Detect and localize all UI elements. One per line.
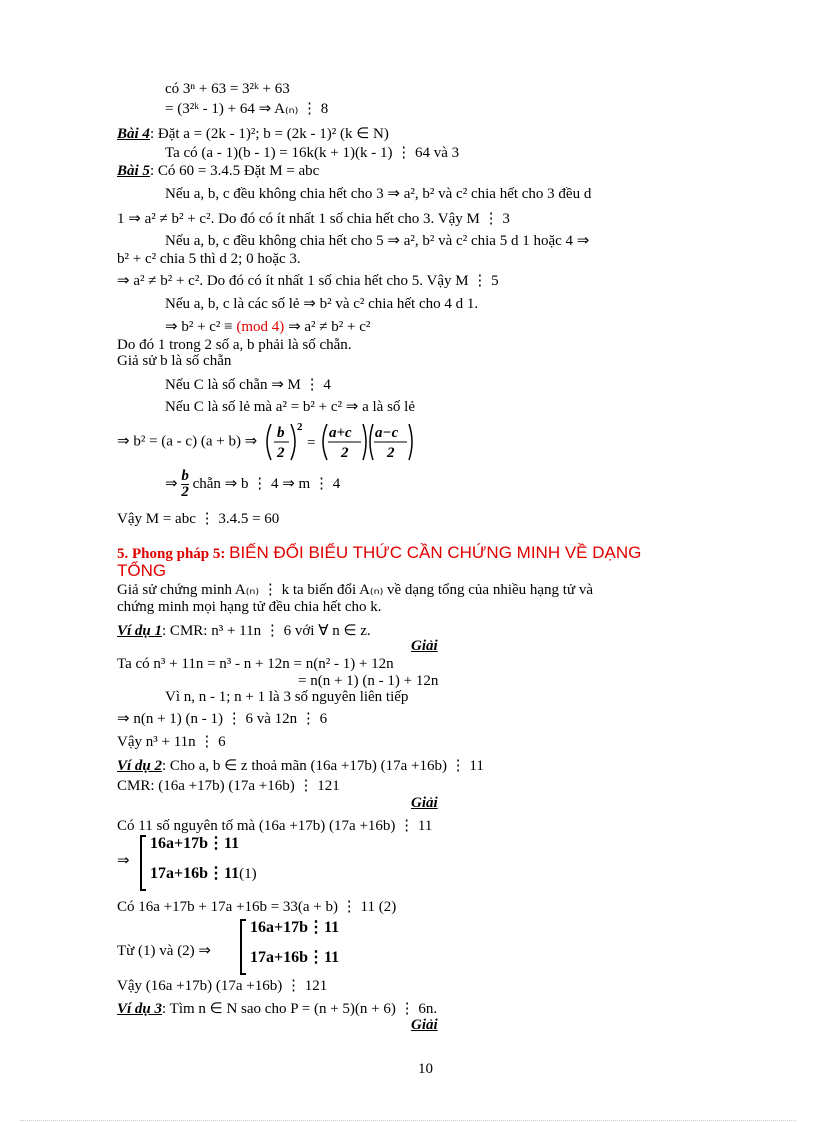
line-32: Từ (1) và (2) ⇒ <box>117 943 211 959</box>
line-29: CMR: (16a +17b) (17a +16b) ⋮ 121 <box>117 778 340 794</box>
line-16: Nếu C là số lẻ mà a² = b² + c² ⇒ a là số lẻ <box>165 399 415 415</box>
vi-du-2-text: : Cho a, b ∈ z thoả mãn (16a +17b) (17a +16b) ⋮ 11 <box>162 758 484 774</box>
vi-du-3-text: : Tìm n ∈ N sao cho P = (n + 5)(n + 6) ⋮ 6n. <box>162 1001 438 1017</box>
vi-du-1-label: Ví dụ 1 <box>117 623 163 639</box>
line-12-a: ⇒ b² + c² ≡ <box>165 319 237 335</box>
vi-du-1 <box>117 622 371 640</box>
line-15: Nếu C là số chẵn ⇒ M ⋮ 4 <box>165 377 331 393</box>
system-2-line-b: 17a+16b⋮11 <box>250 949 340 966</box>
system-1-line-a: 16a+17b⋮11 <box>150 835 240 852</box>
paren-left <box>267 424 271 460</box>
line-6: Nếu a, b, c đều không chia hết cho 3 ⇒ a², b² và c² chia hết cho 3 đều d <box>165 186 592 202</box>
footer-divider <box>20 1120 796 1121</box>
section-title-cont: TỔNG <box>117 561 167 580</box>
giai-heading-1: Giải <box>411 638 438 654</box>
line-25: Vì n, n - 1; n + 1 là 3 số nguyên liên tiếp <box>165 689 409 705</box>
paren-right <box>291 424 295 460</box>
section-number: 5. Phong pháp 5: <box>117 546 226 562</box>
bai-4-label: Bài 4 <box>117 126 150 142</box>
bai-5 <box>117 162 319 180</box>
fraction-equation <box>261 420 421 464</box>
vi-du-3-label: Ví dụ 3 <box>117 1001 163 1017</box>
equals-sign: = <box>307 435 316 451</box>
line-1: có 3ⁿ + 63 = 3²ᵏ + 63 <box>165 81 290 97</box>
vi-du-2 <box>117 757 484 775</box>
line-33: Vậy (16a +17b) (17a +16b) ⋮ 121 <box>117 978 328 994</box>
giai-heading-2: Giải <box>411 795 438 811</box>
frac-den: 2 <box>181 484 189 501</box>
section-5-heading-cont <box>117 562 166 581</box>
line-27: Vậy n³ + 11n ⋮ 6 <box>117 734 226 750</box>
line-12 <box>165 318 370 336</box>
line-18 <box>165 466 340 502</box>
system-1-line-b <box>150 862 257 886</box>
line-4: Ta có (a - 1)(b - 1) = 16k(k + 1)(k - 1) ⋮ 64 và 3 <box>165 145 460 161</box>
paren-left <box>323 424 327 460</box>
vi-du-1-text: : CMR: n³ + 11n ⋮ 6 với ∀ n ∈ z. <box>162 623 371 639</box>
frac-amc-den: 2 <box>387 445 395 461</box>
bai-5-text: : Có 60 = 3.4.5 Đặt M = abc <box>149 163 320 179</box>
line-19: Vậy M = abc ⋮ 3.4.5 = 60 <box>117 511 280 527</box>
bai-5-label: Bài 5 <box>117 163 150 179</box>
bracket-1 <box>138 834 148 892</box>
line-17-text: ⇒ b² = (a - c) (a + b) ⇒ <box>117 433 258 450</box>
bai-4-text: : Đặt a = (2k - 1)²; b = (2k - 1)² (k ∈ N) <box>149 126 389 142</box>
line-30: Có 11 số nguyên tố mà (16a +17b) (17a +16b) ⋮ 11 <box>117 818 433 834</box>
equation-tag-1: (1) <box>239 866 257 882</box>
line-24: = n(n + 1) (n - 1) + 12n <box>298 673 439 689</box>
line-18-text: chẵn ⇒ b ⋮ 4 ⇒ m ⋮ 4 <box>192 476 341 492</box>
section-title: BIẾN ĐỔI BIỂU THỨC CẦN CHỨNG MINH VỀ DẠNG <box>229 543 642 562</box>
mod-4: (mod 4) <box>236 319 285 335</box>
frac-apc-den: 2 <box>341 445 349 461</box>
bracket-2 <box>238 918 248 976</box>
system-1-line-b-text: 17a+16b⋮11 <box>150 865 240 882</box>
vi-du-3 <box>117 1000 437 1018</box>
line-14: Giả sử b là số chẵn <box>117 353 232 369</box>
vi-du-2-label: Ví dụ 2 <box>117 758 163 774</box>
paren-left <box>370 424 373 460</box>
line-9: b² + c² chia 5 thì d 2; 0 hoặc 3. <box>117 251 301 267</box>
implies-1: ⇒ <box>117 853 130 869</box>
giai-heading-3: Giải <box>411 1017 438 1033</box>
line-26: ⇒ n(n + 1) (n - 1) ⋮ 6 và 12n ⋮ 6 <box>117 711 328 727</box>
line-10: ⇒ a² ≠ b² + c². Do đó có ít nhất 1 số chia hết cho 5. Vậy M ⋮ 5 <box>117 273 499 289</box>
frac-num: b <box>181 468 189 485</box>
frac-b-num: b <box>277 425 285 441</box>
line-21: chứng minh mọi hạng tử đều chia hết cho k. <box>117 599 382 615</box>
page-number: 10 <box>418 1061 433 1077</box>
line-31: Có 16a +17b + 17a +16b = 33(a + b) ⋮ 11 (2) <box>117 899 397 915</box>
line-23: Ta có n³ + 11n = n³ - n + 12n = n(n² - 1) + 12n <box>117 656 394 672</box>
section-5-heading <box>117 544 641 563</box>
line-13: Do đó 1 trong 2 số a, b phải là số chẵn. <box>117 337 352 353</box>
line-8: Nếu a, b, c đều không chia hết cho 5 ⇒ a², b² và c² chia 5 d 1 hoặc 4 ⇒ <box>165 233 590 249</box>
system-2-line-a: 16a+17b⋮11 <box>250 919 340 936</box>
line-11: Nếu a, b, c là các số lẻ ⇒ b² và c² chia hết cho 4 d 1. <box>165 296 479 312</box>
bai-4 <box>117 125 389 143</box>
square-exponent: 2 <box>297 421 303 433</box>
implies-symbol: ⇒ <box>165 476 178 492</box>
paren-right <box>409 424 412 460</box>
frac-amc-num: a−c <box>375 425 399 441</box>
line-17 <box>117 420 421 464</box>
frac-apc-num: a+c <box>329 425 352 441</box>
fraction-b-over-2 <box>181 469 189 500</box>
frac-b-den: 2 <box>277 445 285 461</box>
line-12-c: ⇒ a² ≠ b² + c² <box>284 319 371 335</box>
line-7: 1 ⇒ a² ≠ b² + c². Do đó có ít nhất 1 số chia hết cho 3. Vậy M ⋮ 3 <box>117 211 510 227</box>
paren-right <box>363 424 366 460</box>
line-2: = (3²ᵏ - 1) + 64 ⇒ A₍ₙ₎ ⋮ 8 <box>165 101 329 117</box>
line-20: Giả sử chứng minh A₍ₙ₎ ⋮ k ta biến đổi A₍ₙ₎ về dạng tổng của nhiều hạng tử và <box>117 582 594 598</box>
